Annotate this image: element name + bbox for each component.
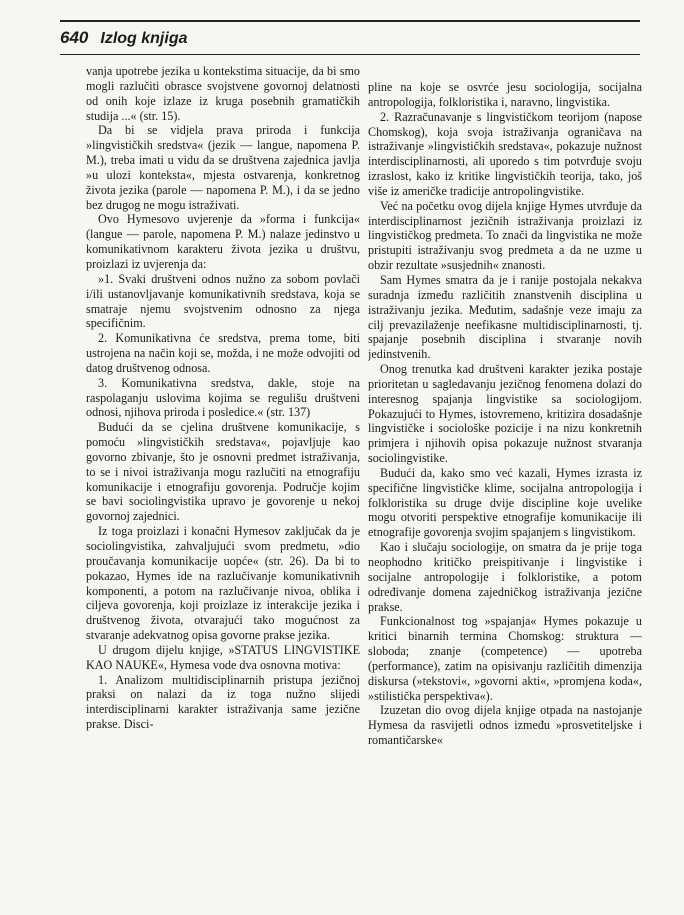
- paragraph: Izuzetan dio ovog dijela knjige otpada na nastojanje Hymesa da rasvijetli odnos između »prosvetiteljske i romantičarske«: [368, 703, 642, 748]
- paragraph: Da bi se vidjela prava priroda i funkcija »lingvističkih sredstva« (jezik — langue, napomena P. M.), treba imati u vidu da se društvena zajednica javlja »u ulozi konteksta«, mjesta ostvarenja, konkretnog života jezika (parole — napomena P. M.), i da se jedno bez drugog ne mogu istraživati.: [86, 123, 360, 212]
- paragraph: vanja upotrebe jezika u kontekstima situacije, da bi smo mogli razlučiti obrasce svojstvene govornoj delatnosti od onih koje izlaze iz kruga posebnih gramatičkih studija ...« (str. 15).: [86, 64, 360, 123]
- right-column: [368, 80, 642, 915]
- paragraph: 3. Komunikativna sredstva, dakle, stoje na raspolaganju uslovima kojima se regulišu društveni odnosi, njihova priroda i posledice.« (str. 137): [86, 375, 360, 420]
- paragraph: Sam Hymes smatra da je i ranije postojala nekakva suradnja između različitih znanstvenih disciplina u istraživanju jezika. Međutim, sadašnje veze imaju za cilj prevazilaženje neefikasne multidisciplinarnosti, tj. spajanje posebnih disciplina i stvaranje novih jedinstvenih.: [368, 272, 642, 362]
- paragraph: 2. Razračunavanje s lingvističkom teorijom (napose Chomskog), koja svoja istraživanja ograničava na istraživanje »lingvističkih sredstava«, pokazuje nužnost interdisciplinarnosti, ali uporedo s tim potvrđuje svoju izraslost, kako iz kritike lingvističkih teorija, tako, još više iz američke tradicije antropolingvistike.: [368, 109, 642, 198]
- paragraph: Iz toga proizlazi i konačni Hymesov zaključak da je sociolingvistika, zahvaljujući svom predmetu, »dio proučavanja komunikacije uopće« (str. 26). Da bi to pokazao, Hymes ide na razlučivanje komunikativnih komponenti, a potom na razlučivanje nivoa, oblika i ciljeva govorenja, koji proizlaze iz interakcije jezika i društvenog života, otvarajući tako mogućnost za stvaranje adekvatnog opisa govorne prakse jezika.: [86, 524, 360, 643]
- page-header: [60, 28, 640, 50]
- paragraph: 1. Analizom multidisciplinarnih pristupa jezičnoj praksi on nalazi da iz toga nužno slijedi interdisciplinarni karakter istraživanja same jezične prakse. Disci-: [86, 672, 360, 732]
- paragraph: U drugom dijelu knjige, »STATUS LINGVISTIKE KAO NAUKE«, Hymesa vode dva osnovna motiva:: [86, 642, 360, 672]
- header-rule: [60, 54, 640, 55]
- paragraph: pline na koje se osvrće jesu sociologija, socijalna antropologija, folkloristika i, naravno, lingvistika.: [368, 80, 642, 109]
- paragraph: Budući da se cjelina društvene komunikacije, s pomoću »lingvističkih sredstava«, pojavljuje kao govorno zbivanje, što je osnovni predmet istraživanja, to se i nivoi istraživanja mogu razlučiti na etnografiju komunikacije i etnografiju govorenja. Područje kojim se bavi sociolingvistika upravo je govorenje u nekoj govornoj zajednici.: [86, 420, 360, 524]
- left-column: [86, 64, 360, 899]
- top-rule: [60, 20, 640, 22]
- paragraph: Kao i slučaju sociologije, on smatra da je prije toga neophodno kritičko preispitivanje i lingvistike i socijalne antropologije i folkloristike, a potom određivanje domena zajedničkog istraživanja jezične prakse.: [368, 540, 642, 614]
- running-title: Izlog knjiga: [100, 30, 188, 47]
- paragraph: »1. Svaki društveni odnos nužno za sobom povlači i/ili ustanovljavanje komunikativnih sredstava, koja se smatraje njemu svojstvenim odnosno za njega specifičnim.: [86, 271, 360, 331]
- paragraph: Funkcionalnost tog »spajanja« Hymes pokazuje u kritici binarnih termina Chomskog: struktura — sloboda; znanje (competence) — upotreba (performance), zatim na opisivanju različitih dimenzija diskursa (»tekstovi«, »govorni akti«, »promjena koda«, »stilistička perspektiva«).: [368, 614, 642, 703]
- paragraph: Već na početku ovog dijela knjige Hymes utvrđuje da interdisciplinarnost jezičnih istraživanja proizlazi iz lingvističkog predmeta. To znači da lingvistika ne može pristupiti istraživanju svog predmeta a da ne uzme u obzir rezultate »susjednih« znanosti.: [368, 198, 642, 273]
- paragraph: 2. Komunikativna će sredstva, prema tome, biti ustrojena na način koji se, možda, i ne može odvojiti od datog društvenog odnosa.: [86, 331, 360, 375]
- paragraph: Ovo Hymesovo uvjerenje da »forma i funkcija« (langue — parole, napomena P. M.) nalaze jedinstvo u komunikativnom karakteru života jezika u društvu, proizlazi iz uvjerenja da:: [86, 212, 360, 271]
- paragraph: Onog trenutka kad društveni karakter jezika postaje prioritetan u sagledavanju jezičnog fenomena dolazi do interesnog spajanja lingvistike sa sociologijom. Pokazujući to Hymes, istovremeno, kritizira dosadašnje lingvističke i sociološke pozicije i na nizu konkretnih primjera i njihovih opisa pokazuje nužnost stvaranja sociolingvistike.: [368, 362, 642, 466]
- paragraph: Budući da, kako smo već kazali, Hymes izrasta iz specifične lingvističke klime, socijalna antropologija i folkloristika su druge dvije discipline koje uvelike mogu otvoriti perspektive etnografije komunikacije ili etnografije govorenja svojim spajanjem s lingvistikom.: [368, 465, 642, 540]
- page-number: 640: [60, 28, 89, 47]
